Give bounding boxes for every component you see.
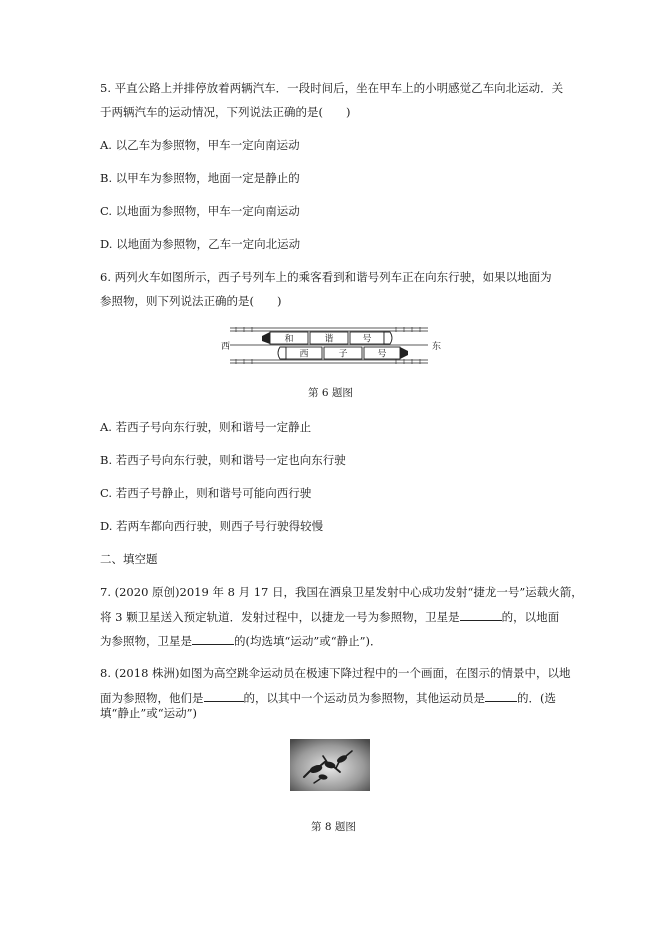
section-title-fill-in: 二、填空题 xyxy=(100,552,158,566)
hexie-char-1: 和 xyxy=(284,334,294,345)
xizi-char-2: 子 xyxy=(338,349,348,360)
q6-figure-caption: 第 6 题图 xyxy=(308,387,353,399)
q8-line2-text-c: 的．(选 xyxy=(517,691,556,705)
q8-line1: 8. (2018 株洲)如图为高空跳伞运动员在极速下降过程中的一个画面，在图示的情景中，以地 xyxy=(100,666,571,680)
train-xizi xyxy=(278,347,408,360)
q5-option-a: A. 以乙车为参照物，甲车一定向南运动 xyxy=(100,138,300,152)
hexie-char-3: 号 xyxy=(362,334,372,345)
train-hexie xyxy=(262,332,392,345)
q7-line3 xyxy=(100,632,382,649)
q7-line2-text-a: 将 3 颗卫星送入预定轨道．发射过程中，以捷龙一号为参照物，卫星是 xyxy=(100,610,460,624)
skydivers-photo xyxy=(290,739,370,791)
q8-line3: 填“静止”或“运动”) xyxy=(100,706,198,720)
q7-line2-text-b: 的，以地面 xyxy=(501,610,560,624)
direction-west-label: 西 xyxy=(221,342,231,352)
hexie-char-2: 谐 xyxy=(324,334,334,345)
q7-line1: 7. (2020 原创)2019 年 8 月 17 日，我国在酒泉卫星发射中心成功发射“捷龙一号”运载火箭， xyxy=(100,585,583,599)
q7-blank-2[interactable] xyxy=(192,632,234,645)
xizi-char-3: 号 xyxy=(377,349,387,360)
q5-option-c: C. 以地面为参照物，甲车一定向南运动 xyxy=(100,204,300,218)
q5-option-b: B. 以甲车为参照物，地面一定是静止的 xyxy=(100,171,300,185)
direction-east-label: 东 xyxy=(432,342,442,352)
q7-line3-text-a: 为参照物，卫星是 xyxy=(100,634,192,648)
q5-option-d: D. 以地面为参照物，乙车一定向北运动 xyxy=(100,237,301,251)
xizi-char-1: 西 xyxy=(299,349,309,360)
q6-stem-line2: 参照物，则下列说法正确的是( ) xyxy=(100,294,282,308)
q8-line2 xyxy=(100,689,556,706)
q7-line2 xyxy=(100,608,559,625)
q8-blank-1[interactable] xyxy=(204,689,244,702)
q8-blank-2[interactable] xyxy=(485,689,517,702)
q8-figure-caption: 第 8 题图 xyxy=(311,821,356,833)
q6-option-d: D. 若两车都向西行驶，则西子号行驶得较慢 xyxy=(100,519,324,533)
q6-stem-line1: 6. 两列火车如图所示，西子号列车上的乘客看到和谐号列车正在向东行驶，如果以地面为 xyxy=(100,270,552,284)
q8-line2-text-b: 的，以其中一个运动员为参照物，其他运动员是 xyxy=(243,691,485,705)
q5-stem-line1: 5. 平直公路上并排停放着两辆汽车．一段时间后，坐在甲车上的小明感觉乙车向北运动．关 xyxy=(100,81,564,95)
q7-line3-text-b: 的(均选填“运动”或“静止”)． xyxy=(234,634,382,648)
q6-option-c: C. 若西子号静止，则和谐号可能向西行驶 xyxy=(100,486,312,500)
q5-stem-line2: 于两辆汽车的运动情况，下列说法正确的是( ) xyxy=(100,105,351,119)
q6-option-a: A. 若西子号向东行驶，则和谐号一定静止 xyxy=(100,420,312,434)
train-figure xyxy=(218,324,446,366)
q6-option-b: B. 若西子号向东行驶，则和谐号一定也向东行驶 xyxy=(100,453,346,467)
q7-blank-1[interactable] xyxy=(460,608,502,621)
q8-line2-text-a: 面为参照物，他们是 xyxy=(100,691,204,705)
